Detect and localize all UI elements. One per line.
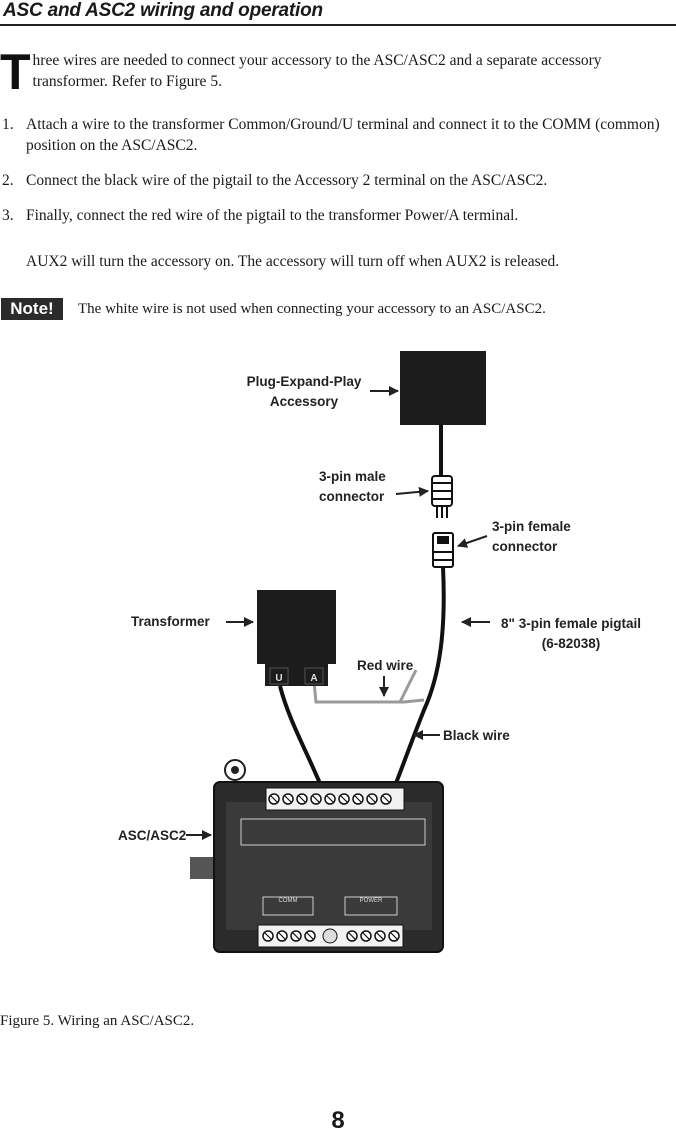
- note-badge: Note!: [1, 298, 63, 320]
- note-text: The white wire is not used when connecting your accessory to an ASC/ASC2.: [78, 301, 546, 317]
- pigtail-label: 8" 3-pin female pigtail (6-82038): [501, 616, 641, 651]
- figure-caption: Figure 5. Wiring an ASC/ASC2.: [0, 1013, 195, 1029]
- female-connector-arrow: [458, 536, 487, 546]
- list-item: [0, 205, 676, 226]
- female-connector-label: 3-pin female connector: [492, 519, 571, 554]
- transformer: [257, 590, 336, 686]
- male-connector-arrow: [396, 491, 428, 494]
- list-item: [0, 170, 676, 191]
- board-comm-label: COMM: [278, 898, 298, 904]
- step-text: Finally, connect the red wire of the pigtail to the transformer Power/A terminal.: [26, 207, 519, 224]
- red-wire-label: Red wire: [357, 658, 414, 673]
- step-number: 1.: [2, 116, 14, 133]
- list-item: [0, 114, 676, 156]
- male-connector-label: 3-pin male connector: [319, 469, 386, 504]
- page-number: 8: [331, 1107, 345, 1134]
- board-power-label: POWER: [359, 898, 383, 904]
- step-text: Connect the black wire of the pigtail to the Accessory 2 terminal on the ASC/ASC2.: [26, 172, 548, 189]
- black-wire-label: Black wire: [443, 728, 510, 743]
- accessory-box: [400, 351, 486, 425]
- intro-paragraph: [0, 44, 672, 100]
- terminal-u-label: U: [275, 673, 283, 684]
- step-number: 3.: [2, 207, 14, 224]
- steps-list: [0, 114, 676, 240]
- male-connector: [432, 476, 452, 518]
- asc-board: [190, 760, 443, 952]
- terminal-a-label: A: [310, 673, 318, 684]
- page-title: ASC and ASC2 wiring and operation: [3, 0, 323, 21]
- aux-note: AUX2 will turn the accessory on. The accessory will turn off when AUX2 is released.: [26, 253, 560, 270]
- accessory-label: Plug-Expand-Play Accessory: [246, 374, 362, 409]
- drop-cap: T: [0, 44, 31, 100]
- wiring-figure: [0, 330, 676, 970]
- step-text: Attach a wire to the transformer Common/Ground/U terminal and connect it to the COMM (common) position on the ASC/ASC2.: [26, 116, 660, 154]
- female-connector: [433, 533, 453, 567]
- intro-text: hree wires are needed to connect your accessory to the ASC/ASC2 and a separate accessory transformer. Refer to Figure 5.: [32, 52, 602, 90]
- title-rule: [0, 24, 676, 26]
- asc-label: ASC/ASC2: [118, 828, 187, 843]
- black-wire: [386, 567, 444, 808]
- transformer-label: Transformer: [131, 614, 210, 629]
- step-number: 2.: [2, 172, 14, 189]
